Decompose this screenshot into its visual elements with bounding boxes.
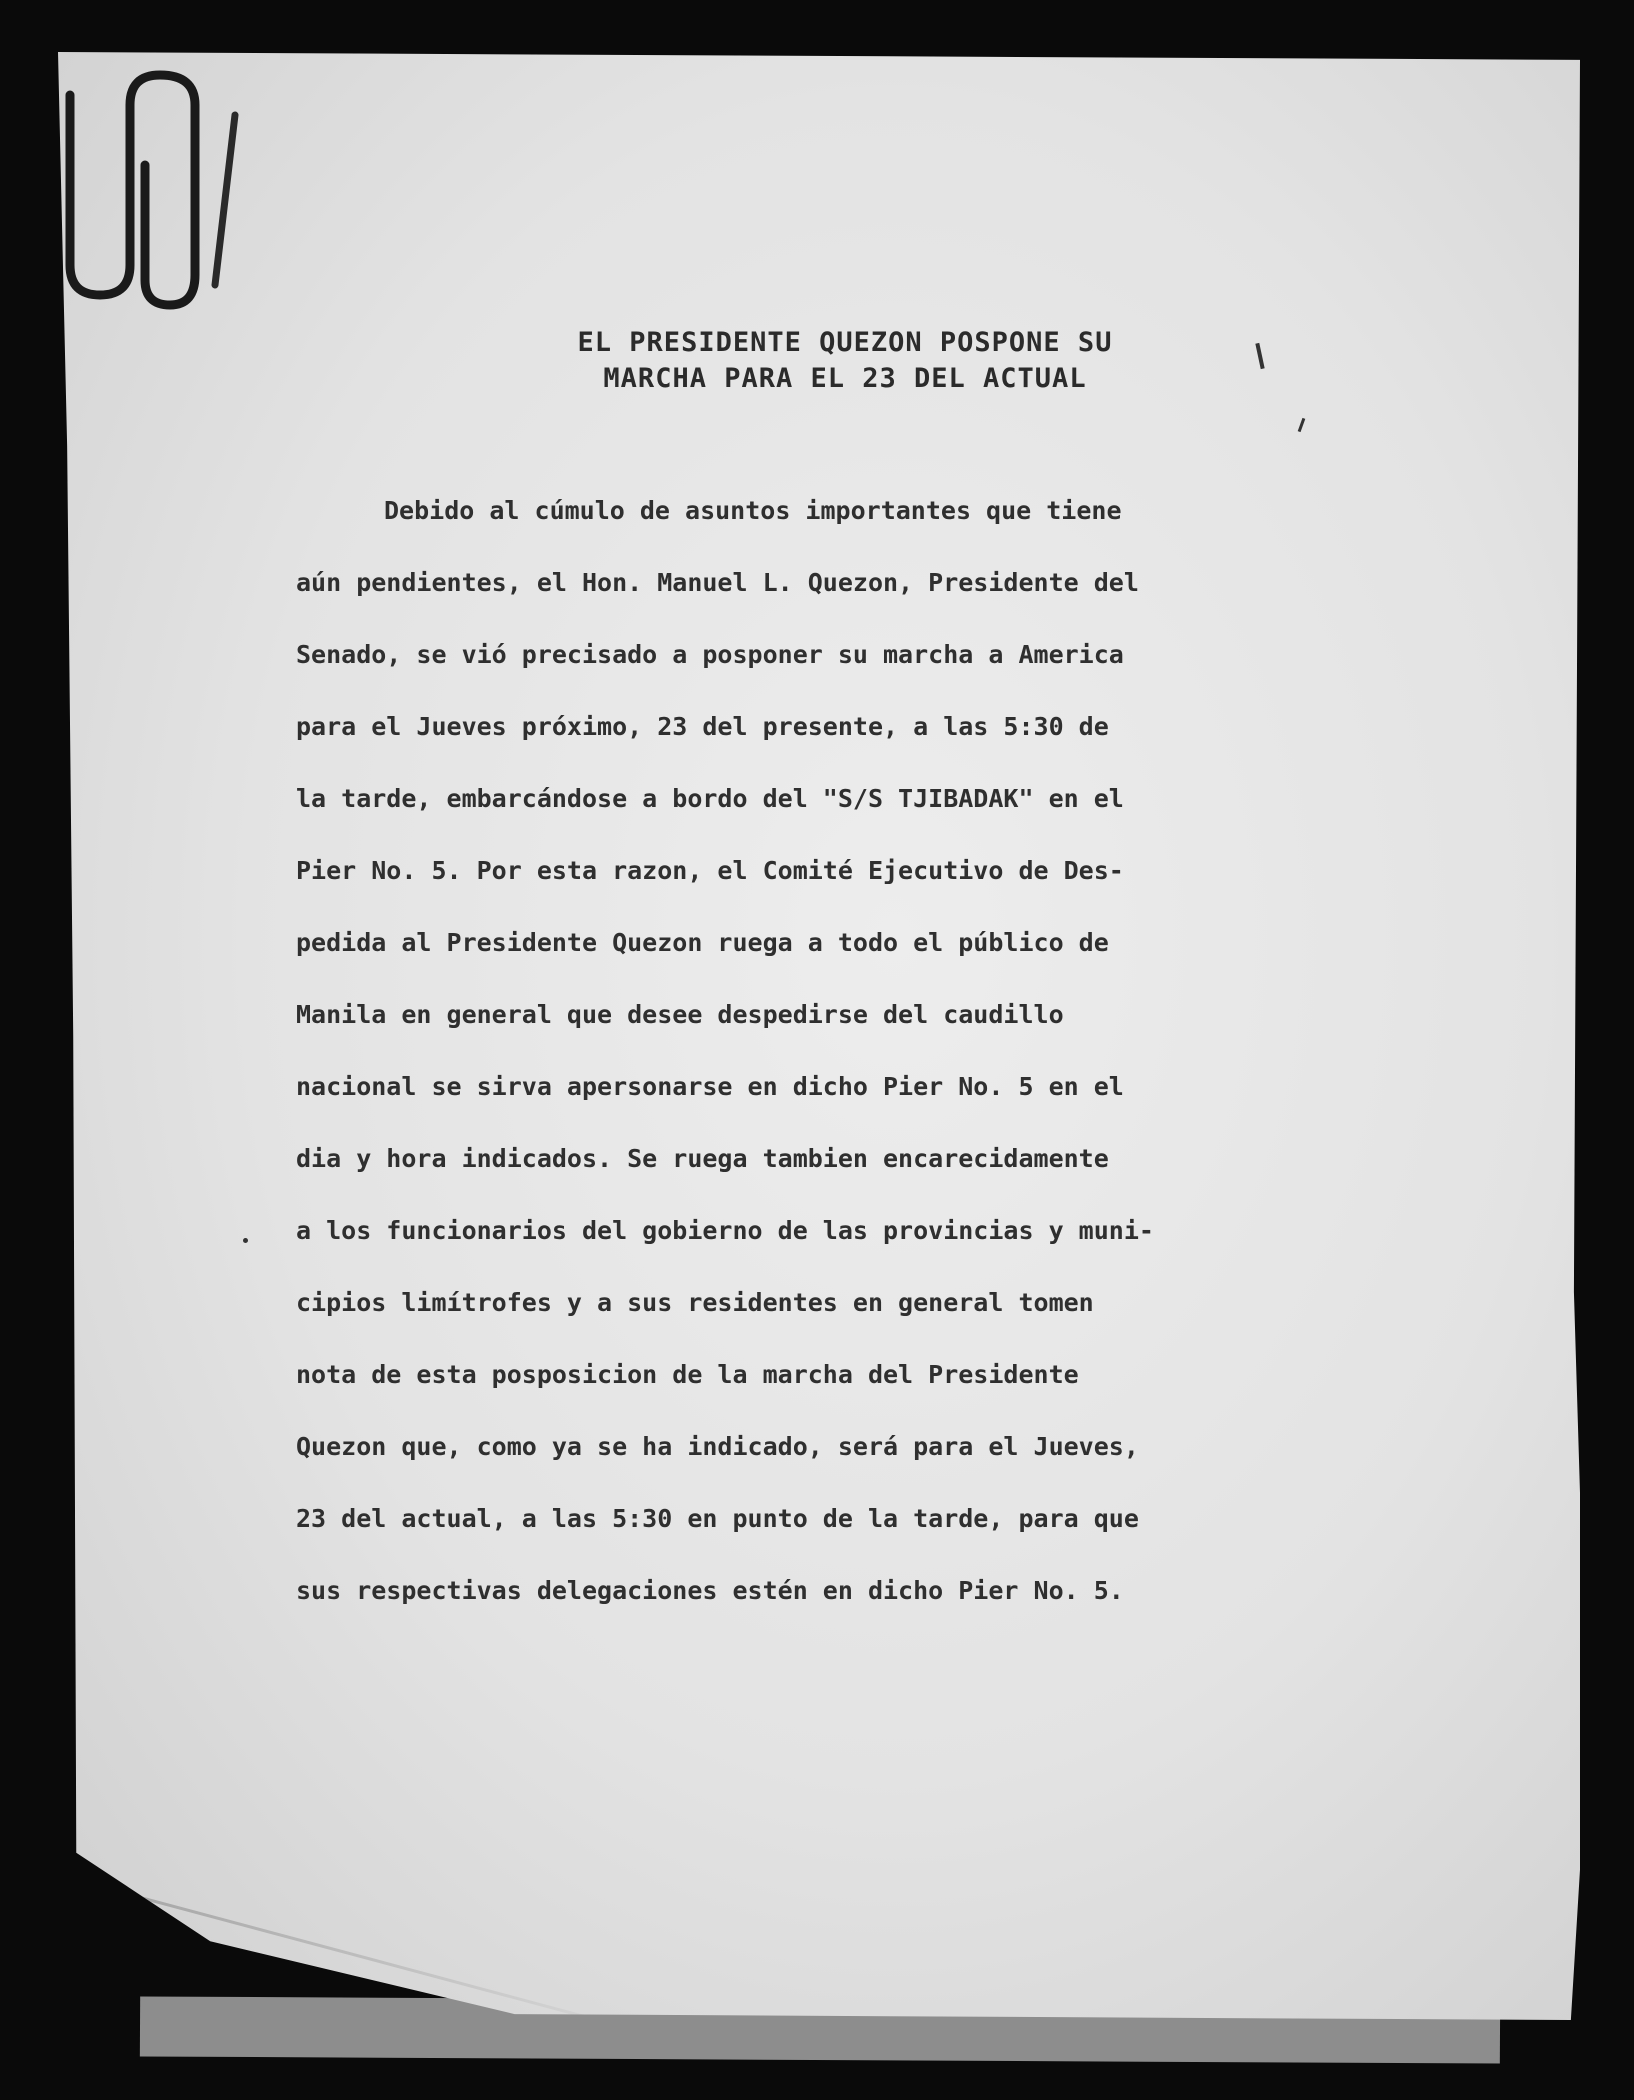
body-line: aún pendientes, el Hon. Manuel L. Quezon, Presidente del <box>296 568 1139 597</box>
body-line: 23 del actual, a las 5:30 en punto de la tarde, para que <box>296 1504 1139 1533</box>
body-line: a los funcionarios del gobierno de las provincias y muni- <box>296 1216 1154 1245</box>
body-line: la tarde, embarcándose a bordo del "S/S TJIBADAK" en el <box>296 784 1124 813</box>
title-line: MARCHA PARA EL 23 DEL ACTUAL <box>603 363 1087 394</box>
body-line: Manila en general que desee despedirse del caudillo <box>296 1000 1064 1029</box>
body-line: Debido al cúmulo de asuntos importantes que tiene <box>384 496 1122 525</box>
ink-mark <box>243 1238 248 1243</box>
body-line: sus respectivas delegaciones estén en dicho Pier No. 5. <box>296 1576 1124 1605</box>
body-line: pedida al Presidente Quezon ruega a todo el público de <box>296 928 1109 957</box>
body-line: Senado, se vió precisado a posponer su marcha a America <box>296 640 1124 669</box>
body-line: Quezon que, como ya se ha indicado, será para el Jueves, <box>296 1432 1139 1461</box>
document-body <box>296 475 1406 1627</box>
body-line: nota de esta posposicion de la marcha del Presidente <box>296 1360 1079 1389</box>
body-line: nacional se sirva apersonarse en dicho Pier No. 5 en el <box>296 1072 1124 1101</box>
body-line: Pier No. 5. Por esta razon, el Comité Ejecutivo de Des- <box>296 856 1124 885</box>
document-title <box>455 325 1235 397</box>
body-line: dia y hora indicados. Se ruega tambien encarecidamente <box>296 1144 1109 1173</box>
paper-clip-icon <box>30 55 250 315</box>
title-line: EL PRESIDENTE QUEZON POSPONE SU <box>577 327 1113 358</box>
body-line: cipios limítrofes y a sus residentes en general tomen <box>296 1288 1094 1317</box>
body-line: para el Jueves próximo, 23 del presente, a las 5:30 de <box>296 712 1109 741</box>
